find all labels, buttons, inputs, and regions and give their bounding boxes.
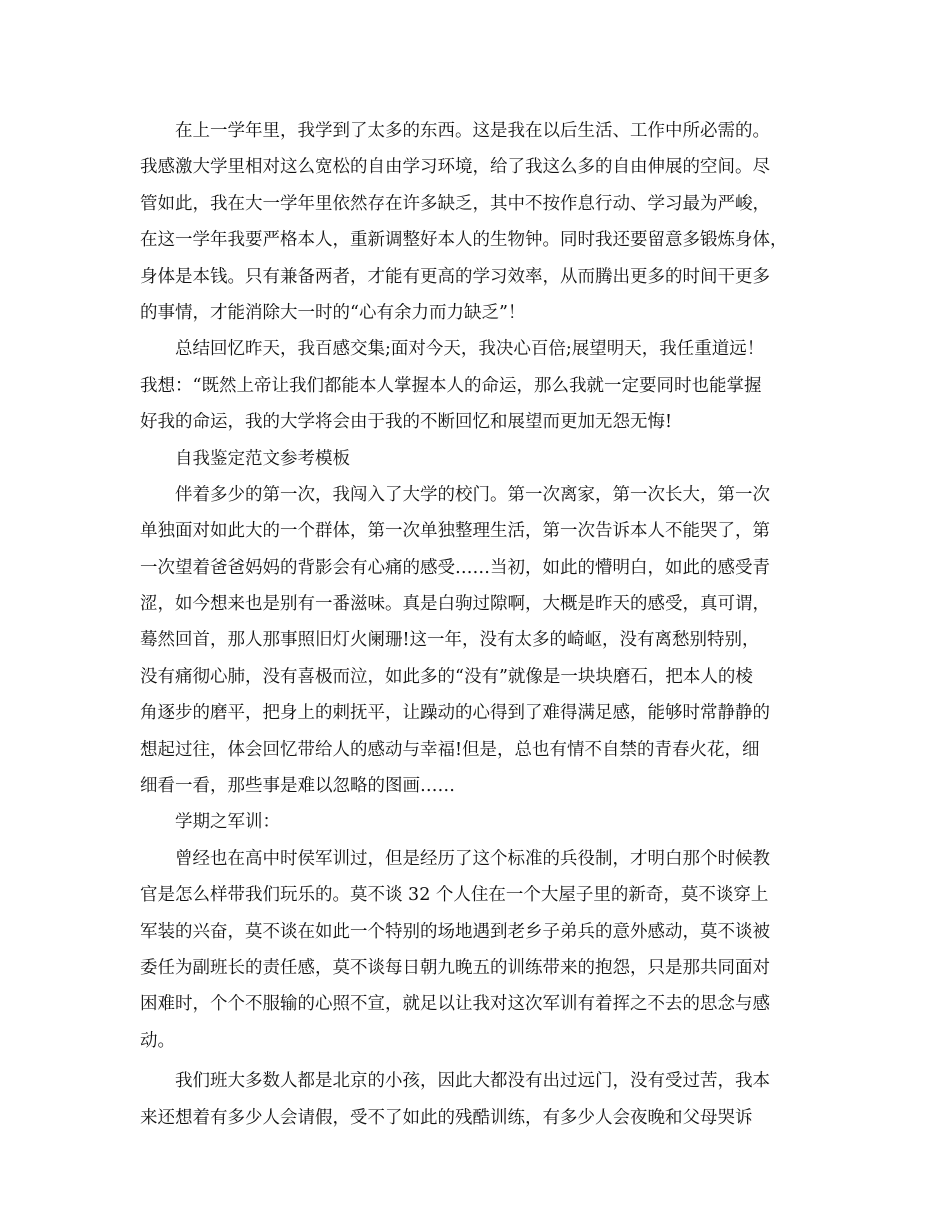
paragraph-line: 身体是本钱。只有兼备两者，才能有更高的学习效率，从而腾出更多的时间干更多 xyxy=(140,266,770,287)
paragraph-line: 军装的兴奋，莫不谈在如此一个特别的场地遇到老乡子弟兵的意外感动，莫不谈被 xyxy=(140,921,770,942)
paragraph-line: 好我的命运，我的大学将会由于我的不断回忆和展望而更加无怨无悔! xyxy=(140,412,673,433)
paragraph-line: 细看一看，那些事是难以忽略的图画…… xyxy=(140,776,455,797)
paragraph-first-line: 自我鉴定范文参考模板 xyxy=(175,448,350,469)
paragraph-first-line: 总结回忆昨天，我百感交集;面对今天，我决心百倍;展望明天，我任重道远！ xyxy=(175,339,765,360)
paragraph-line: 管如此，我在大一学年里依然存在许多缺乏，其中不按作息行动、学习最为严峻， xyxy=(140,193,770,214)
paragraph-line: 动。 xyxy=(140,1030,175,1051)
paragraph-first-line: 伴着多少的第一次，我闯入了大学的校门。第一次离家，第一次长大，第一次 xyxy=(175,484,770,505)
paragraph-line: 我想：“既然上帝让我们都能本人掌握本人的命运，那么我就一定要同时也能掌握 xyxy=(140,375,762,396)
paragraph-line: 涩，如今想来也是别有一番滋味。真是白驹过隙啊，大概是昨天的感受，真可谓， xyxy=(140,594,770,615)
paragraph-first-line: 学期之军训： xyxy=(175,812,280,833)
paragraph-line: 一次望着爸爸妈妈的背影会有心痛的感受……当初，如此的懵明白，如此的感受青 xyxy=(140,557,770,578)
paragraph-line: 没有痛彻心肺，没有喜极而泣，如此多的“没有”就像是一块块磨石，把本人的棱 xyxy=(140,666,753,687)
paragraph-line: 的事情，才能消除大一时的“心有余力而力缺乏”！ xyxy=(140,302,526,323)
paragraph-first-line: 曾经也在高中时侯军训过，但是经历了这个标准的兵役制，才明白那个时候教 xyxy=(175,848,770,869)
paragraph-line: 困难时，个个不服输的心照不宣，就足以让我对这次军训有着挥之不去的思念与感 xyxy=(140,994,770,1015)
paragraph-line: 想起过往，体会回忆带给人的感动与幸福!但是，总也有情不自禁的青春火花，细 xyxy=(140,739,760,760)
paragraph-first-line: 我们班大多数人都是北京的小孩，因此大都没有出过远门，没有受过苦，我本 xyxy=(175,1071,770,1092)
paragraph-line: 我感激大学里相对这么宽松的自由学习环境，给了我这么多的自由伸展的空间。尽 xyxy=(140,157,770,178)
paragraph-line: 角逐步的磨平，把身上的刺抚平，让躁动的心得到了难得满足感，能够时常静静的 xyxy=(140,703,770,724)
paragraph-line: 在这一学年我要严格本人，重新调整好本人的生物钟。同时我还要留意多锻炼身体， xyxy=(140,230,788,251)
paragraph-line: 来还想着有多少人会请假，受不了如此的残酷训练，有多少人会夜晚和父母哭诉 xyxy=(140,1107,753,1128)
paragraph-line: 蓦然回首，那人那事照旧灯火阑珊!这一年，没有太多的崎岖，没有离愁别特别， xyxy=(140,630,760,651)
paragraph-line: 委任为副班长的责任感，莫不谈每日朝九晚五的训练带来的抱怨，只是那共同面对 xyxy=(140,957,770,978)
document-body xyxy=(140,113,820,1136)
paragraph-first-line: 在上一学年里，我学到了太多的东西。这是我在以后生活、工作中所必需的。 xyxy=(175,121,770,141)
paragraph-line: 单独面对如此大的一个群体，第一次单独整理生活，第一次告诉本人不能哭了，第 xyxy=(140,521,770,542)
paragraph-line: 官是怎么样带我们玩乐的。莫不谈 32 个人住在一个大屋子里的新奇，莫不谈穿上 xyxy=(140,885,769,906)
